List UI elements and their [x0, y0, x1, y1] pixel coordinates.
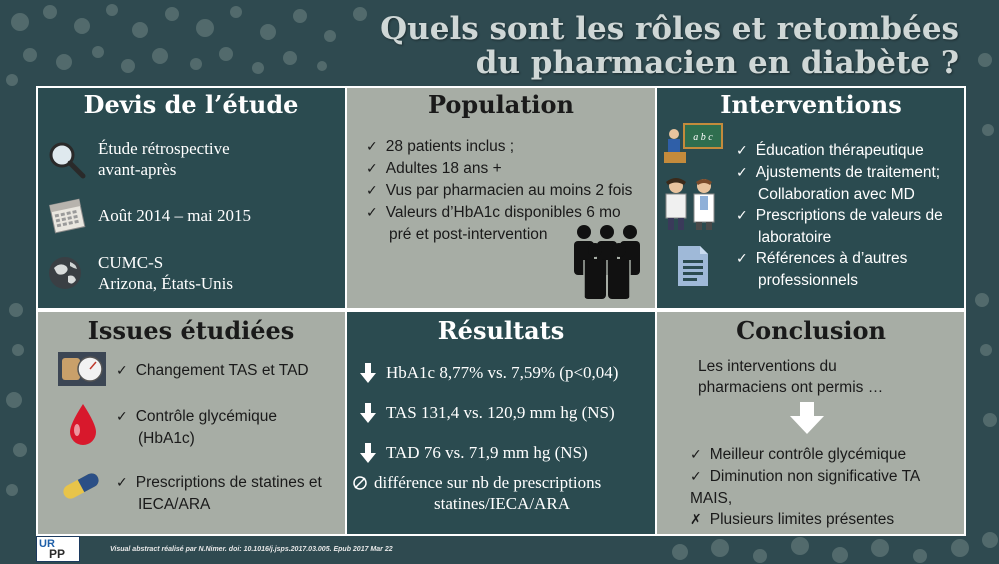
svg-text:a b c: a b c — [693, 132, 713, 143]
list-item-continuation: laboratoire — [758, 229, 832, 246]
document-icon — [676, 244, 710, 288]
list-item: ✓ 28 patients inclus ; — [366, 138, 515, 155]
down-arrow-icon — [790, 402, 824, 434]
panel-interventions — [656, 86, 966, 308]
conclusion-intro: Les interventions du — [698, 358, 837, 375]
conclusion-intro-cont: pharmaciens ont permis … — [698, 379, 884, 396]
magnifier-icon — [46, 139, 86, 179]
title-line-2: du pharmacien en diabète ? — [475, 45, 959, 81]
abstract-grid — [36, 86, 966, 536]
down-arrow-icon — [360, 363, 376, 383]
panel-heading: Issues étudiées — [87, 316, 295, 345]
list-item: ✓ Contrôle glycémique — [116, 408, 278, 425]
grid-divider — [36, 308, 966, 312]
study-type: Étude rétrospective — [98, 139, 230, 158]
study-type-detail: avant-après — [98, 160, 177, 179]
result-row: différence sur nb de prescriptions statines/IECA/ARA — [352, 472, 652, 514]
panel-results — [346, 312, 656, 536]
panel-study-design — [36, 86, 346, 308]
panel-conclusion — [656, 312, 966, 536]
list-item: ✓ Changement TAS et TAD — [116, 362, 309, 379]
list-item: ✓ Adultes 18 ans + — [366, 160, 502, 177]
footer — [36, 536, 636, 562]
list-item-continuation: Collaboration avec MD — [758, 186, 915, 203]
panel-heading: Conclusion — [736, 316, 886, 345]
panel-outcomes — [36, 312, 346, 536]
teacher-chalkboard-icon — [662, 122, 724, 164]
blood-pressure-icon — [58, 352, 106, 386]
citation-credit: Visual abstract réalisé par N.Nimer. doi: 10.1016/j.jsps.2017.03.005. Epub 2017 Mar 22 — [110, 545, 393, 553]
result-row: TAD 76 vs. 71,9 mm hg (NS) — [360, 442, 588, 463]
list-item-continuation: (HbA1c) — [138, 430, 195, 447]
page-title — [339, 12, 959, 80]
urpp-logo: UR PP — [36, 536, 80, 562]
grid-divider — [655, 86, 657, 536]
doctor-patient-icon — [660, 176, 722, 232]
panel-heading: Devis de l’étude — [83, 90, 299, 119]
list-item: ✓ Prescriptions de valeurs de — [736, 207, 943, 224]
panel-heading: Population — [428, 90, 574, 119]
study-period: Août 2014 – mai 2015 — [98, 205, 251, 225]
study-site: CUMC-S — [98, 253, 164, 272]
blood-drop-icon — [66, 402, 100, 448]
calendar-icon — [46, 194, 88, 236]
list-item: ✓ Valeurs d’HbA1c disponibles 6 mo — [366, 204, 621, 221]
list-item-continuation: IECA/ARA — [138, 496, 211, 513]
list-item: ✗ Plusieurs limites présentes — [690, 511, 895, 528]
title-line-1: Quels sont les rôles et retombées — [380, 11, 959, 47]
down-arrow-icon — [360, 443, 376, 463]
list-item: ✓ Éducation thérapeutique — [736, 142, 924, 159]
study-location: Arizona, États-Unis — [98, 274, 234, 293]
panel-heading: Résultats — [437, 316, 565, 345]
down-arrow-icon — [360, 403, 376, 423]
list-item: ✓ Vus par pharmacien au moins 2 fois — [366, 182, 633, 199]
no-difference-icon — [352, 475, 368, 491]
group-of-people-icon — [571, 222, 643, 300]
panel-population — [346, 86, 656, 308]
result-row: TAS 131,4 vs. 120,9 mm hg (NS) — [360, 402, 615, 423]
result-continuation: statines/IECA/ARA — [434, 494, 570, 513]
list-item-continuation: professionnels — [758, 272, 858, 289]
globe-icon — [46, 254, 84, 292]
list-item: ✓ Prescriptions de statines et — [116, 474, 322, 491]
pill-capsule-icon — [58, 472, 104, 500]
list-item: ✓ Références à d’autres — [736, 250, 908, 267]
list-item-continuation: pré et post-intervention — [389, 226, 548, 243]
list-item: ✓ Diminution non significative TA — [690, 468, 921, 485]
conclusion-mais: MAIS, — [690, 490, 733, 507]
grid-divider — [345, 86, 347, 536]
list-item: ✓ Meilleur contrôle glycémique — [690, 446, 907, 463]
panel-heading: Interventions — [720, 90, 902, 119]
result-row: HbA1c 8,77% vs. 7,59% (p<0,04) — [360, 362, 618, 383]
list-item: ✓ Ajustements de traitement; — [736, 164, 941, 181]
